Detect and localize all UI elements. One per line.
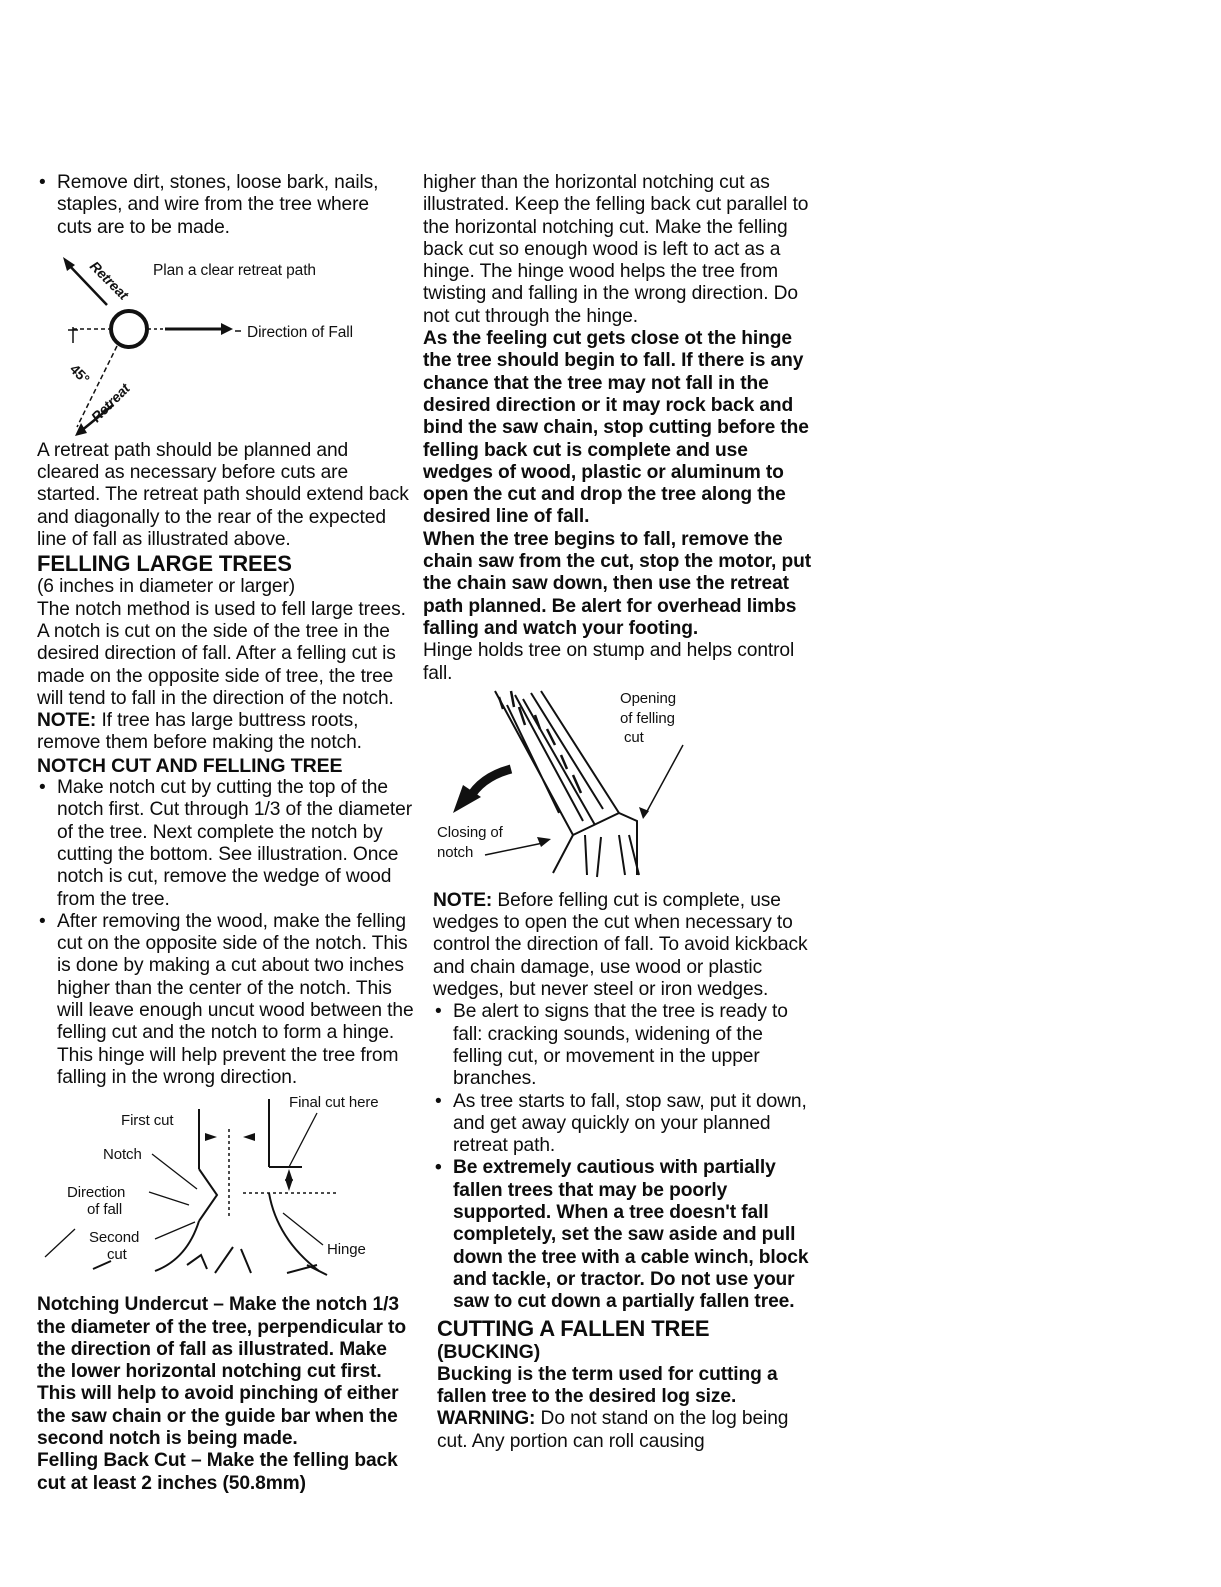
continued-paragraph: higher than the horizontal notching cut as illustrated. Keep the felling back cut parallel to the horizontal notching cut. Make the felling back cut so enough wood is left to act as a hinge. The hinge wood helps the tree from twisting and falling in the wrong direction. Do not cut through the hinge. bbox=[423, 172, 809, 327]
arrow-icon bbox=[205, 1133, 217, 1141]
closing-leader bbox=[485, 843, 543, 855]
note-wedges-paragraph bbox=[423, 890, 815, 1001]
notch-cut-bullet: • Make notch cut by cutting the top of the notch first. Cut through 1/3 of the diameter of the tree. Next complete the notch by cutting the bottom. See illustration. Once notch is cut, remove the wedge of wood from the tree. bbox=[37, 777, 415, 911]
opening-label-1: Opening bbox=[620, 689, 677, 707]
note-label: NOTE: bbox=[37, 710, 97, 732]
warning-paragraph bbox=[437, 1408, 815, 1453]
hinge-label: Hinge bbox=[327, 1241, 366, 1259]
angle-label: 45° bbox=[66, 360, 93, 387]
stump-outline bbox=[155, 1193, 319, 1271]
notch-label: Notch bbox=[103, 1146, 142, 1164]
notch-leader bbox=[152, 1154, 197, 1189]
bucking-paragraph: Bucking is the term used for cutting a fallen tree to the desired log size. bbox=[437, 1363, 778, 1408]
note-buttress bbox=[37, 710, 415, 755]
second-label: Second bbox=[89, 1229, 140, 1247]
notch-cut-heading: NOTCH CUT AND FELLING TREE bbox=[37, 754, 343, 777]
opening-label-2: of felling bbox=[620, 709, 675, 727]
retreat-path-diagram bbox=[37, 245, 415, 440]
note-text: If tree has large buttress roots, remove them before making the notch. bbox=[37, 710, 362, 754]
when-tree-falls-paragraph: When the tree begins to fall, remove the chain saw from the cut, stop the motor, put the chain saw down, then use the retreat path planned. Be alert for overhead limbs falling and watch your footing. bbox=[423, 528, 812, 639]
notch-cut-diagram bbox=[37, 1089, 415, 1294]
warning-label: WARNING: bbox=[437, 1408, 536, 1430]
alert-signs-bullet: • Be alert to signs that the tree is ready to fall: cracking sounds, widening of the felling cut, or movement in the upper branches. bbox=[433, 1001, 815, 1090]
notch-method-paragraph: The notch method is used to fell large trees. A notch is cut on the side of the tree in the desired direction of fall. After a felling cut is made on the opposite side of tree, the tree will tend to fall in the direction of the notch. bbox=[37, 598, 406, 709]
felling-size-subtitle: (6 inches in diameter or larger) bbox=[37, 576, 296, 598]
notch-cut-shape bbox=[199, 1169, 217, 1221]
final-cut-leader bbox=[289, 1113, 317, 1167]
note2-text: Before felling cut is complete, use wedges to open the cut when necessary to control the direction of fall. To avoid kickback and chain damage, use wood or plastic wedges, but never steel or iron wedges. bbox=[433, 889, 808, 1001]
backcut-text: – Make the felling back cut at least 2 inches (50.8mm) bbox=[37, 1450, 398, 1494]
opening-label-3: cut bbox=[624, 728, 644, 746]
backcut-label: Felling Back Cut bbox=[37, 1450, 186, 1472]
final-cut-label: Final cut here bbox=[289, 1094, 379, 1112]
partially-fallen-bullet: • Be extremely cautious with partially fallen trees that may be poorly supported. When a tree doesn't fall completely, set the saw aside and pull down the tree with a cable winch, block and tackle, or tractor. Do not use your saw to cut down a partially fallen tree. bbox=[433, 1157, 815, 1313]
notching-undercut-para bbox=[37, 1294, 415, 1450]
bucking-subtitle: (BUCKING) bbox=[437, 1341, 541, 1364]
note2-label: NOTE: bbox=[433, 889, 493, 911]
closing-label-2: notch bbox=[437, 843, 474, 861]
cut-label: cut bbox=[107, 1246, 127, 1264]
hinge-holds-paragraph: Hinge holds tree on stump and helps control fall. bbox=[423, 640, 795, 684]
leaning-trunk bbox=[495, 691, 619, 835]
fall-arrowhead-icon bbox=[221, 323, 233, 335]
felling-back-cut-para bbox=[37, 1450, 415, 1495]
arrowhead-icon bbox=[537, 837, 551, 847]
first-cut-label: First cut bbox=[121, 1112, 174, 1130]
opening-leader bbox=[645, 745, 683, 815]
direction-label: Direction bbox=[67, 1184, 126, 1202]
undercut-text: – Make the notch 1/3 the diameter of the tree, perpendicular to the direction of fall as illustrated. Make the lower horizontal notching cut first. This will help to avoid pinching of either the saw chain or the guide bar when the second notch is being made. bbox=[37, 1294, 406, 1449]
direction-of-fall-label: Direction of Fall bbox=[247, 323, 353, 341]
hinge-fall-paragraph: As the feeling cut gets close ot the hinge the tree should begin to fall. If there is any chance that the tree may not fall in the desired direction or it may rock back and bind the saw chain, stop cutting before the felling back cut is complete and use wedges of wood, plastic or aluminum to open the cut and drop the tree along the desired line of fall. bbox=[423, 328, 809, 528]
tree-starts-bullet: • As tree starts to fall, stop saw, put it down, and get away quickly on your planned retreat path. bbox=[433, 1091, 815, 1158]
plan-retreat-label: Plan a clear retreat path bbox=[153, 261, 316, 279]
arrow-icon bbox=[285, 1179, 293, 1191]
arrowhead-lower-icon bbox=[75, 423, 87, 436]
felling-large-trees-heading: FELLING LARGE TREES bbox=[37, 551, 292, 577]
retreat-label-upper: Retreat bbox=[86, 257, 132, 303]
roots-marks bbox=[93, 1247, 327, 1275]
retreat-paragraph: A retreat path should be planned and cleared as necessary before cuts are started. The retreat path should extend back and diagonally to the rear of the expected line of fall as illustrated above. bbox=[37, 439, 409, 551]
undercut-label: Notching Undercut bbox=[37, 1294, 208, 1316]
falling-tree-diagram bbox=[423, 685, 815, 890]
felling-cut-bullet: • After removing the wood, make the felling cut on the opposite side of the notch. This is done by making a cut about two inches higher than the center of the notch. This will leave enough uncut wood between the felling cut and the notch to form a hinge. This hinge will help prevent the tree from falling in the wrong direction. bbox=[37, 911, 415, 1089]
arrowhead-icon bbox=[639, 807, 649, 819]
cutting-fallen-tree-heading: CUTTING A FALLEN TREE bbox=[437, 1316, 710, 1342]
direction-leader bbox=[149, 1192, 189, 1205]
fall-direction-stroke bbox=[45, 1229, 75, 1257]
tree-circle-icon bbox=[111, 311, 147, 347]
of-fall-label: of fall bbox=[87, 1201, 123, 1219]
warning-text: Do not stand on the log being cut. Any portion can roll causing bbox=[437, 1408, 789, 1452]
remove-debris-bullet: • Remove dirt, stones, loose bark, nails, staples, and wire from the tree where cuts are to be made. bbox=[37, 172, 387, 239]
closing-label-1: Closing of bbox=[437, 823, 503, 841]
second-cut-leader bbox=[155, 1222, 195, 1239]
arrow-icon bbox=[243, 1133, 255, 1141]
retreat-label-lower: Retreat bbox=[87, 380, 133, 426]
left-column bbox=[37, 172, 415, 1495]
right-column bbox=[423, 172, 815, 1453]
